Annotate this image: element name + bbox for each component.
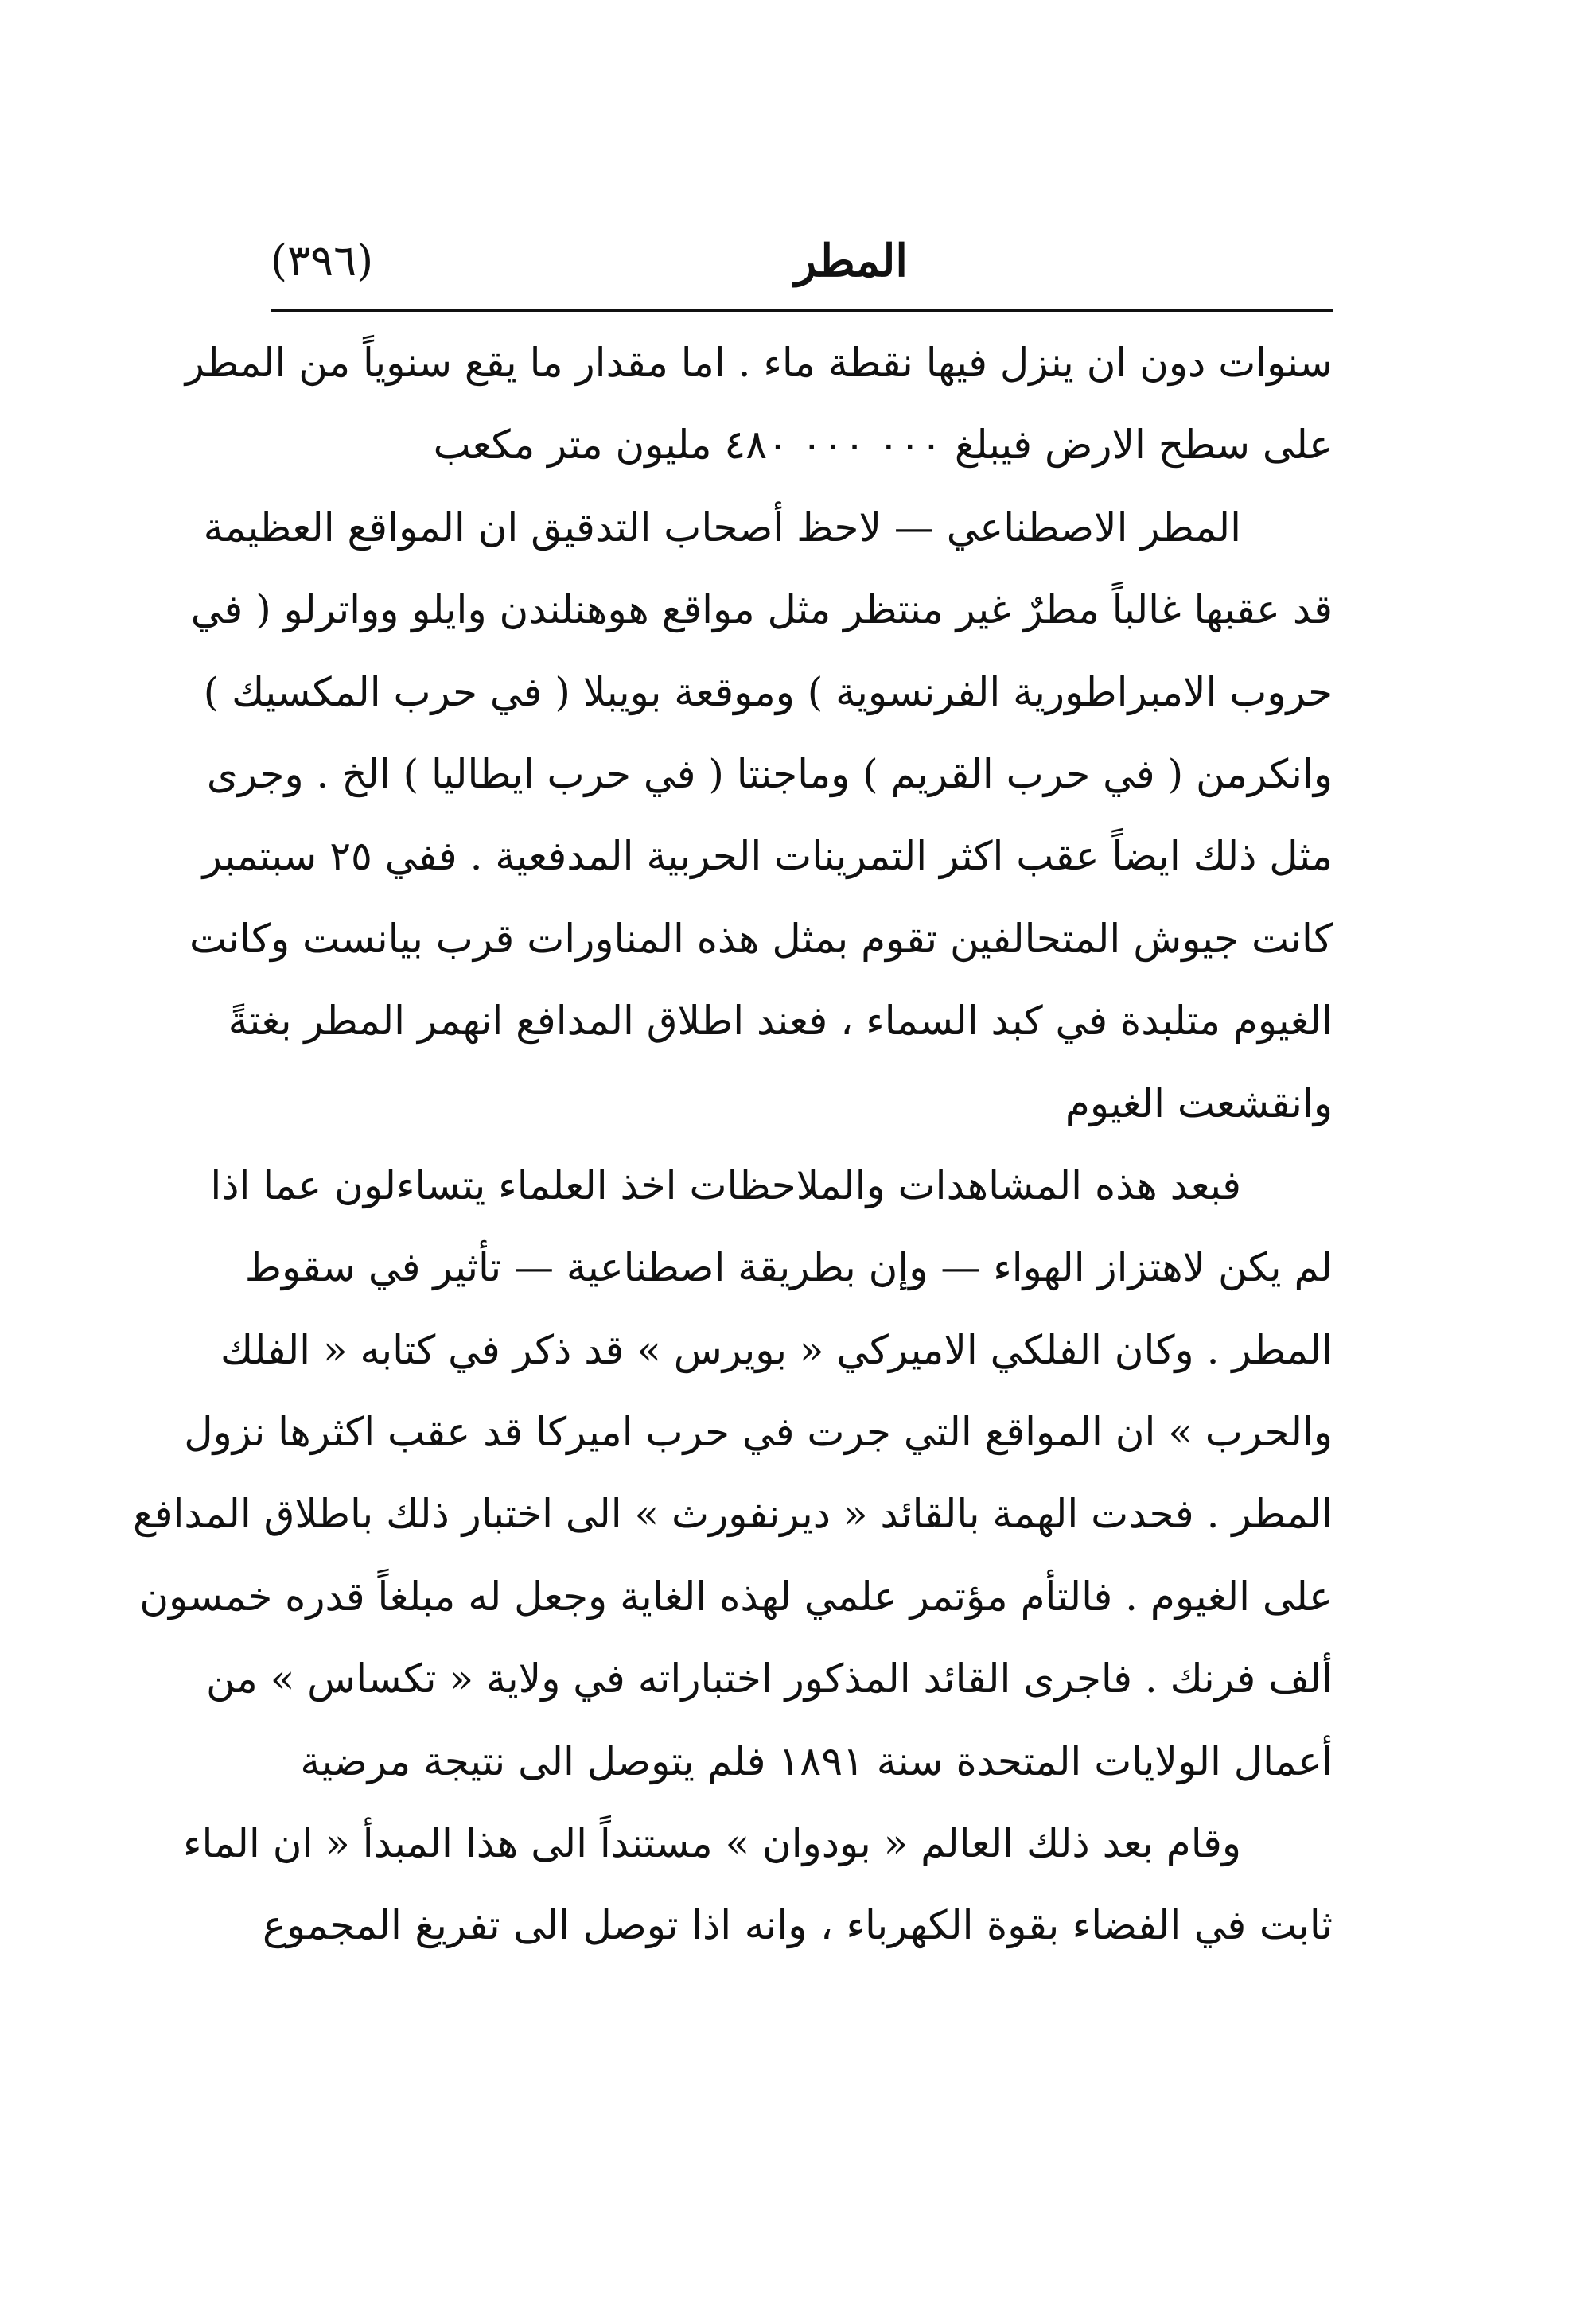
text-line: والحرب » ان المواقع التي جرت في حرب اميركا قد عقب اكثرها نزول xyxy=(184,1409,1333,1456)
page-number: (٣٩٦) xyxy=(271,235,374,286)
text-line: كانت جيوش المتحالفين تقوم بمثل هذه المناورات قرب بيانست وكانت xyxy=(189,915,1333,962)
text-line: قد عقبها غالباً مطرٌ غير منتظر مثل مواقع هوهنلندن وايلو وواترلو ( في xyxy=(190,586,1333,633)
text-line: المطر . وكان الفلكي الاميركي « بويرس » قد ذكر في كتابه « الفلك xyxy=(220,1326,1333,1373)
text-line: على الغيوم . فالتأم مؤتمر علمي لهذه الغاية وجعل له مبلغاً قدره خمسون xyxy=(139,1573,1333,1620)
paragraph-start-line: المطر الاصطناعي — لاحظ أصحاب التدقيق ان المواقع العظيمة xyxy=(203,504,1241,551)
text-line: المطر . فحدت الهمة بالقائد « ديرنفورث » الى اختبار ذلك باطلاق المدافع xyxy=(133,1491,1333,1538)
text-line: ثابت في الفضاء بقوة الكهرباء ، وانه اذا توصل الى تفريغ المجموع xyxy=(263,1902,1333,1949)
text-line: وانكرمن ( في حرب القريم ) وماجنتا ( في حرب ايطاليا ) الخ . وجرى xyxy=(206,750,1333,797)
header-rule xyxy=(271,309,1333,312)
paragraph-start-line: فبعد هذه المشاهدات والملاحظات اخذ العلماء يتساءلون عما اذا xyxy=(210,1161,1241,1208)
text-line: على سطح الارض فيبلغ ٠٠٠ ٠٠٠ ٤٨٠ مليون متر مكعب xyxy=(433,422,1333,469)
text-line: حروب الامبراطورية الفرنسوية ) وموقعة بويبلا ( في حرب المكسيك ) xyxy=(203,668,1333,715)
text-line: لم يكن لاهتزاز الهواء — وإن بطريقة اصطناعية — تأثير في سقوط xyxy=(244,1244,1333,1291)
page-header xyxy=(271,221,1329,301)
text-line: أعمال الولايات المتحدة سنة ١٨٩١ فلم يتوصل الى نتيجة مرضية xyxy=(300,1737,1333,1784)
text-line: مثل ذلك ايضاً عقب اكثر التمرينات الحربية المدفعية . ففي ٢٥ سبتمبر xyxy=(202,833,1333,880)
text-line: وانقشعت الغيوم xyxy=(1065,1080,1333,1126)
body-text xyxy=(133,322,1333,1967)
text-line: الغيوم متلبدة في كبد السماء ، فعند اطلاق المدافع انهمر المطر بغتةً xyxy=(228,998,1333,1045)
running-title: المطر xyxy=(795,235,908,287)
text-line: ألف فرنك . فاجرى القائد المذكور اختباراته في ولاية « تكساس » من xyxy=(205,1656,1333,1702)
text-line: سنوات دون ان ينزل فيها نقطة ماء . اما مقدار ما يقع سنوياً من المطر xyxy=(185,340,1333,386)
paragraph-start-line: وقام بعد ذلك العالم « بودوان » مستنداً الى هذا المبدأ « ان الماء xyxy=(183,1820,1241,1867)
